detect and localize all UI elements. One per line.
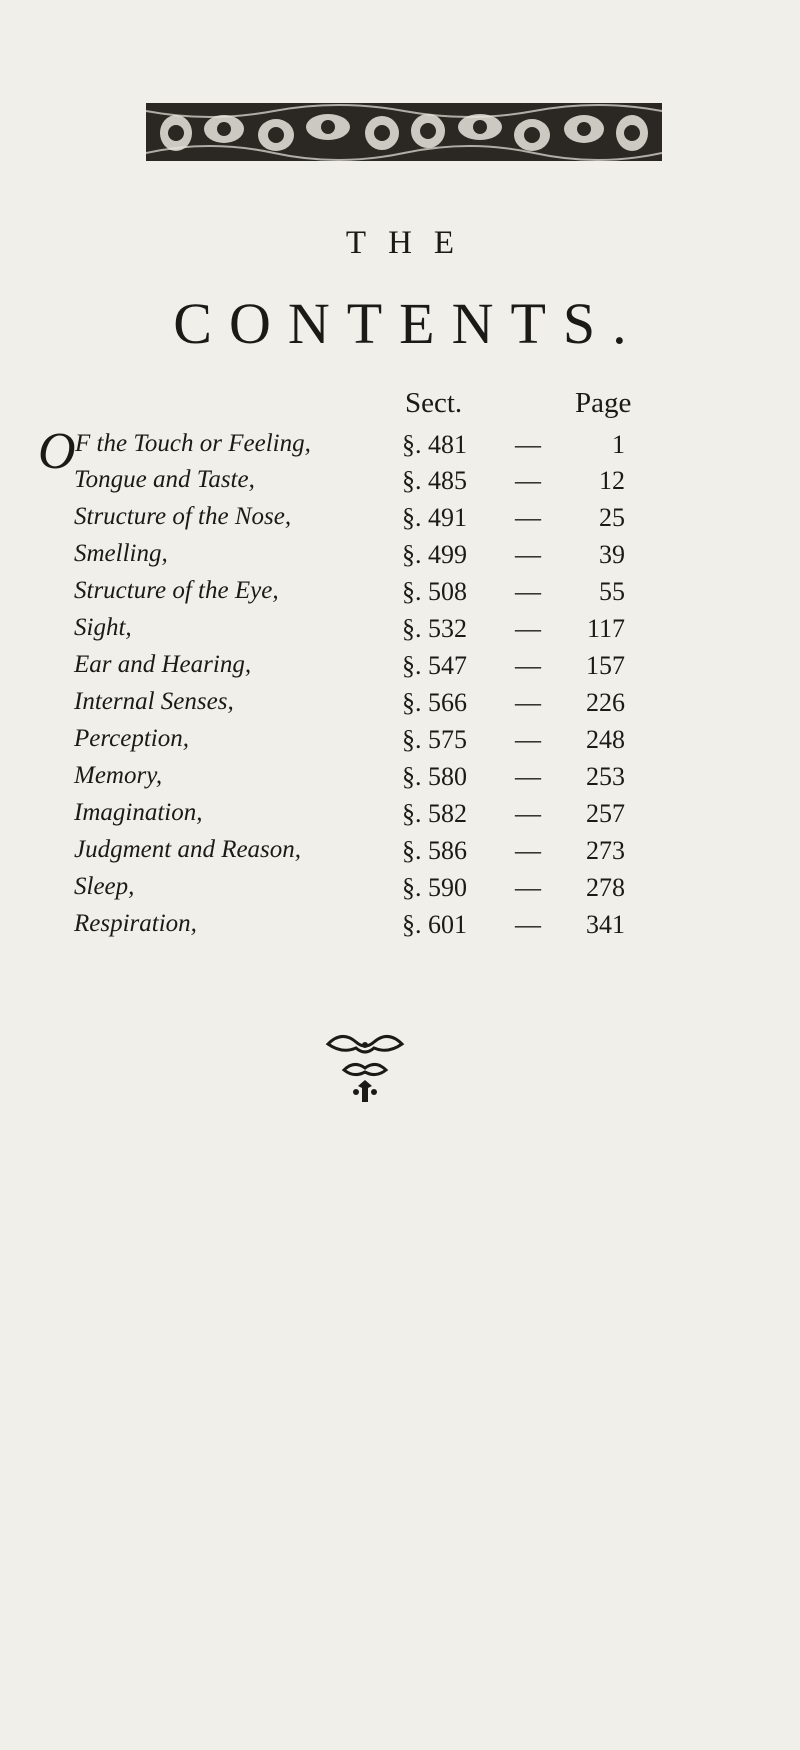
entry-title: Ear and Hearing, [74, 651, 252, 678]
contents-entry [0, 762, 800, 798]
entry-page: 1 [612, 430, 625, 459]
entry-title: Internal Senses, [74, 688, 234, 715]
contents-entry [0, 836, 800, 872]
entry-dash: — [515, 688, 541, 717]
contents-entry [0, 614, 800, 650]
entry-title: Structure of the Eye, [74, 577, 279, 604]
entry-section: §. 485 [402, 466, 467, 495]
heading-contents: CONTENTS. [173, 291, 644, 356]
printer-flower-tailpiece-icon [322, 1030, 408, 1106]
entry-title: Structure of the Nose, [74, 503, 292, 530]
entry-section: §. 575 [402, 725, 467, 754]
entry-title: Perception, [74, 725, 190, 752]
heading-the: THE [345, 225, 477, 261]
entry-page: 117 [586, 614, 625, 643]
contents-entry [0, 430, 800, 466]
entry-title: Sleep, [74, 873, 135, 900]
entry-page: 257 [586, 799, 625, 828]
contents-entry [0, 799, 800, 835]
entry-title: Sight, [74, 614, 132, 641]
entry-section: §. 586 [402, 836, 467, 865]
entry-dash: — [515, 836, 541, 865]
entry-dash: — [515, 430, 541, 459]
entry-dash: — [515, 466, 541, 495]
contents-entry [0, 466, 800, 502]
contents-entry [0, 503, 800, 539]
entry-page: 12 [599, 466, 625, 495]
entry-title: Judgment and Reason, [74, 836, 302, 863]
entry-page: 39 [599, 540, 625, 569]
entry-page: 226 [586, 688, 625, 717]
column-header-page: Page [575, 387, 632, 419]
contents-entry [0, 688, 800, 724]
entry-section: §. 508 [402, 577, 467, 606]
entry-dash: — [515, 762, 541, 791]
entry-section: §. 590 [402, 873, 467, 902]
entry-title: Imagination, [74, 799, 203, 826]
entry-dash: — [515, 799, 541, 828]
entry-section: §. 532 [402, 614, 467, 643]
entry-title: Memory, [74, 762, 163, 789]
entry-dash: — [515, 651, 541, 680]
entry-section: §. 601 [402, 910, 467, 939]
entry-page: 273 [586, 836, 625, 865]
entry-page: 248 [586, 725, 625, 754]
entry-page: 341 [586, 910, 625, 939]
entry-page: 253 [586, 762, 625, 791]
entry-section: §. 580 [402, 762, 467, 791]
entry-page: 157 [586, 651, 625, 680]
entry-title: F the Touch or Feeling, [75, 430, 311, 457]
entry-dash: — [515, 577, 541, 606]
entry-section: §. 491 [402, 503, 467, 532]
contents-entry [0, 651, 800, 687]
entry-section: §. 481 [402, 430, 467, 459]
entry-section: §. 547 [402, 651, 467, 680]
entry-dash: — [515, 910, 541, 939]
entry-title: Respiration, [74, 910, 197, 937]
entry-dash: — [515, 503, 541, 532]
contents-entry [0, 873, 800, 909]
contents-entry [0, 540, 800, 576]
entry-dash: — [515, 873, 541, 902]
entry-page: 278 [586, 873, 625, 902]
ornamental-headpiece-icon [146, 103, 662, 161]
contents-entry [0, 910, 800, 946]
drop-cap: O [38, 423, 76, 480]
column-header-sect: Sect. [405, 387, 463, 419]
contents-entry [0, 725, 800, 761]
entry-dash: — [515, 725, 541, 754]
entry-dash: — [515, 540, 541, 569]
entry-section: §. 582 [402, 799, 467, 828]
entry-section: §. 499 [402, 540, 467, 569]
entry-title: Smelling, [74, 540, 168, 567]
entry-section: §. 566 [402, 688, 467, 717]
entry-page: 55 [599, 577, 625, 606]
contents-entry [0, 577, 800, 613]
entry-dash: — [515, 614, 541, 643]
entry-page: 25 [599, 503, 625, 532]
entry-title: Tongue and Taste, [74, 466, 255, 493]
